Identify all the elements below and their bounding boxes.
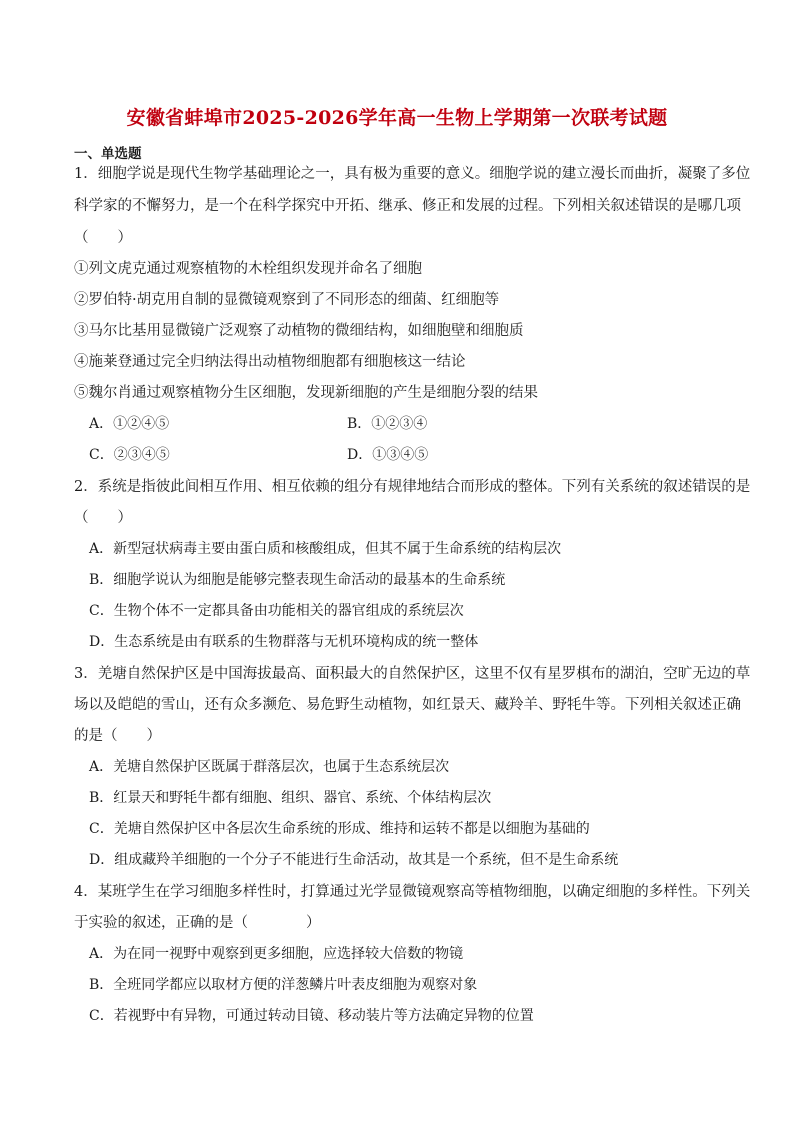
q4-stem-line: 4．某班学生在学习细胞多样性时，打算通过光学显微镜观察高等植物细胞，以确定细胞的多样性。下列关 [74, 884, 751, 900]
section-heading: 一、单选题 [74, 146, 142, 162]
q1-statement: ④施莱登通过完全归纳法得出动植物细胞都有细胞核这一结论 [74, 354, 466, 370]
q2-stem-line: （ ） [74, 510, 132, 526]
q3-stem-line: 场以及皑皑的雪山，还有众多濒危、易危野生动植物，如红景天、藏羚羊、野牦牛等。下列相关叙述正确 [74, 697, 741, 713]
q4-option-c: C．若视野中有异物，可通过转动目镜、移动装片等方法确定异物的位置 [89, 1008, 534, 1024]
q4-stem-line: 于实验的叙述，正确的是（ ） [74, 915, 321, 931]
q1-option-b: B．①②③④ [347, 416, 428, 432]
q1-statement: ②罗伯特·胡克用自制的显微镜观察到了不同形态的细菌、红细胞等 [74, 292, 500, 308]
page-title: 安徽省蚌埠市2025-2026学年高一生物上学期第一次联考试题 [126, 107, 668, 129]
q3-option-d: D．组成藏羚羊细胞的一个分子不能进行生命活动，故其是一个系统，但不是生命系统 [89, 852, 619, 868]
q1-option-d: D．①③④⑤ [347, 447, 429, 463]
q3-option-b: B．红景天和野牦牛都有细胞、组织、器官、系统、个体结构层次 [89, 790, 492, 806]
q4-option-b: B．全班同学都应以取材方便的洋葱鳞片叶表皮细胞为观察对象 [89, 977, 478, 993]
q2-option-a: A．新型冠状病毒主要由蛋白质和核酸组成，但其不属于生命系统的结构层次 [89, 541, 562, 557]
q3-option-a: A．羌塘自然保护区既属于群落层次，也属于生态系统层次 [89, 759, 450, 775]
q3-stem-line: 的是（ ） [74, 728, 161, 744]
q1-statement: ①列文虎克通过观察植物的木栓组织发现并命名了细胞 [74, 261, 422, 277]
q1-stem-line: 科学家的不懈努力，是一个在科学探究中开拓、继承、修正和发展的过程。下列相关叙述错误的是哪几项 [74, 198, 741, 214]
q2-stem-line: 2．系统是指彼此间相互作用、相互依赖的组分有规律地结合而形成的整体。下列有关系统的叙述错误的是 [74, 479, 751, 495]
q1-stem-line: （ ） [74, 230, 132, 246]
q1-stem-line: 1．细胞学说是现代生物学基础理论之一，具有极为重要的意义。细胞学说的建立漫长而曲折，凝聚了多位 [74, 166, 751, 182]
q3-option-c: C．羌塘自然保护区中各层次生命系统的形成、维持和运转不都是以细胞为基础的 [89, 821, 590, 837]
q2-option-b: B．细胞学说认为细胞是能够完整表现生命活动的最基本的生命系统 [89, 572, 506, 588]
q2-option-d: D．生态系统是由有联系的生物群落与无机环境构成的统一整体 [89, 634, 479, 650]
q4-option-a: A．为在同一视野中观察到更多细胞，应选择较大倍数的物镜 [89, 946, 464, 962]
q2-option-c: C．生物个体不一定都具备由功能相关的器官组成的系统层次 [89, 603, 464, 619]
q1-option-c: C．②③④⑤ [89, 447, 170, 463]
q1-option-a: A．①②④⑤ [89, 416, 170, 432]
q3-stem-line: 3．羌塘自然保护区是中国海拔最高、面积最大的自然保护区，这里不仅有星罗棋布的湖泊，空旷无边的草 [74, 666, 751, 682]
q1-statement: ③马尔比基用显微镜广泛观察了动植物的微细结构，如细胞壁和细胞质 [74, 323, 524, 339]
q1-statement: ⑤魏尔肖通过观察植物分生区细胞，发现新细胞的产生是细胞分裂的结果 [74, 385, 538, 401]
